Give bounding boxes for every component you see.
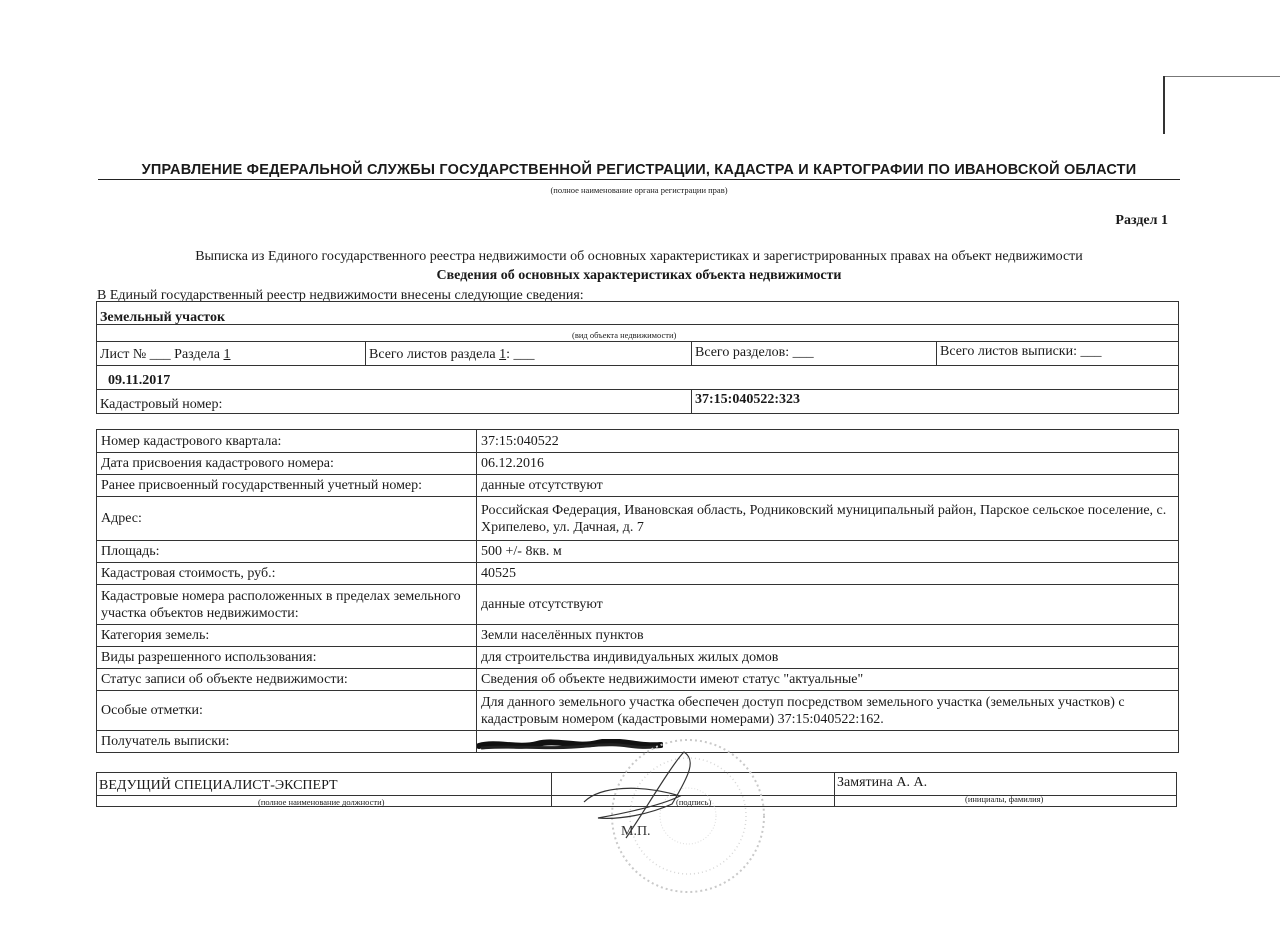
total-section-sheets-suffix: : ___ bbox=[506, 347, 535, 362]
officer-name-caption: (инициалы, фамилия) bbox=[965, 794, 1044, 804]
row-value: 40525 bbox=[477, 563, 1179, 585]
row-label: Особые отметки: bbox=[97, 691, 477, 731]
col-divider bbox=[834, 772, 835, 807]
sheet-number-label: Лист № ___ Раздела bbox=[100, 347, 220, 362]
row-label: Получатель выписки: bbox=[97, 731, 477, 753]
row-label: Категория земель: bbox=[97, 625, 477, 647]
col-divider bbox=[691, 341, 692, 365]
officer-position: ВЕДУЩИЙ СПЕЦИАЛИСТ-ЭКСПЕРТ bbox=[99, 778, 338, 793]
col-divider bbox=[691, 389, 692, 414]
table-row bbox=[97, 563, 1179, 585]
row-divider bbox=[96, 389, 1179, 390]
table-row bbox=[97, 625, 1179, 647]
cadastral-number-label: Кадастровый номер: bbox=[100, 397, 223, 412]
total-section-sheets-label: Всего листов раздела bbox=[369, 347, 496, 362]
row-label: Статус записи об объекте недвижимости: bbox=[97, 669, 477, 691]
row-value: Сведения об объекте недвижимости имеют статус "актуальные" bbox=[477, 669, 1179, 691]
row-value: 500 +/- 8кв. м bbox=[477, 541, 1179, 563]
scan-edge-mark bbox=[1163, 76, 1280, 77]
sheet-section-value: 1 bbox=[223, 347, 231, 362]
row-value: 06.12.2016 bbox=[477, 453, 1179, 475]
extract-title: Выписка из Единого государственного реестра недвижимости об основных характеристиках и зарегистрированных правах на объект недвижимости bbox=[195, 249, 1083, 264]
agency-title: УПРАВЛЕНИЕ ФЕДЕРАЛЬНОЙ СЛУЖБЫ ГОСУДАРСТВЕННОЙ РЕГИСТРАЦИИ, КАДАСТРА И КАРТОГРАФИИ ПО ИВАНОВСКОЙ ОБЛАСТИ bbox=[98, 162, 1180, 180]
section-label: Раздел 1 bbox=[1115, 213, 1168, 228]
row-divider bbox=[96, 341, 1179, 342]
total-sections: Всего разделов: ___ bbox=[695, 345, 814, 360]
row-label: Адрес: bbox=[97, 497, 477, 541]
row-value: 37:15:040522 bbox=[477, 430, 1179, 453]
object-type: Земельный участок bbox=[100, 310, 226, 325]
officer-position-caption: (полное наименование должности) bbox=[258, 797, 385, 807]
table-row bbox=[97, 585, 1179, 625]
row-divider bbox=[96, 324, 1179, 325]
col-divider bbox=[936, 341, 937, 365]
row-value: Для данного земельного участка обеспечен доступ посредством земельного участка (земельных участков) с кадастровым номером (кадастровыми номерами) 37:15:040522:162. bbox=[477, 691, 1179, 731]
row-divider bbox=[96, 365, 1179, 366]
table-row bbox=[97, 669, 1179, 691]
properties-table bbox=[96, 429, 1179, 753]
signature-caption: (подпись) bbox=[676, 797, 712, 807]
agency-caption: (полное наименование органа регистрации прав) bbox=[550, 185, 728, 195]
official-stamp bbox=[580, 734, 780, 894]
intro-text: В Единый государственный реестр недвижимости внесены следующие сведения: bbox=[97, 288, 584, 303]
row-label: Кадастровые номера расположенных в пределах земельного участка объектов недвижимости: bbox=[97, 585, 477, 625]
officer-name: Замятина А. А. bbox=[837, 775, 928, 790]
row-label: Виды разрешенного использования: bbox=[97, 647, 477, 669]
scan-edge-mark bbox=[1163, 76, 1165, 134]
table-row bbox=[97, 430, 1179, 453]
table-row bbox=[97, 453, 1179, 475]
total-section-sheets bbox=[369, 347, 535, 363]
row-value: Российская Федерация, Ивановская область, Родниковский муниципальный район, Парское сельское поселение, с. Хрипелево, ул. Дачная, д. 7 bbox=[477, 497, 1179, 541]
stamp-mark: М.П. bbox=[621, 824, 651, 839]
total-extract-sheets: Всего листов выписки: ___ bbox=[940, 344, 1102, 359]
col-divider bbox=[365, 341, 366, 365]
row-value: Земли населённых пунктов bbox=[477, 625, 1179, 647]
row-label: Площадь: bbox=[97, 541, 477, 563]
row-label: Дата присвоения кадастрового номера: bbox=[97, 453, 477, 475]
extract-subtitle: Сведения об основных характеристиках объекта недвижимости bbox=[436, 268, 842, 283]
row-value: для строительства индивидуальных жилых домов bbox=[477, 647, 1179, 669]
table-row bbox=[97, 541, 1179, 563]
extract-date: 09.11.2017 bbox=[108, 373, 171, 388]
total-section-sheets-value: 1 bbox=[499, 347, 507, 362]
row-label: Кадастровая стоимость, руб.: bbox=[97, 563, 477, 585]
cadastral-number-value: 37:15:040522:323 bbox=[695, 392, 800, 407]
row-value: данные отсутствуют bbox=[477, 585, 1179, 625]
row-label: Номер кадастрового квартала: bbox=[97, 430, 477, 453]
table-row bbox=[97, 691, 1179, 731]
sheet-number bbox=[100, 347, 231, 363]
row-label: Ранее присвоенный государственный учетный номер: bbox=[97, 475, 477, 497]
object-type-caption: (вид объекта недвижимости) bbox=[572, 330, 677, 340]
col-divider bbox=[551, 772, 552, 807]
table-row bbox=[97, 497, 1179, 541]
row-value: данные отсутствуют bbox=[477, 475, 1179, 497]
table-row bbox=[97, 475, 1179, 497]
table-row bbox=[97, 647, 1179, 669]
